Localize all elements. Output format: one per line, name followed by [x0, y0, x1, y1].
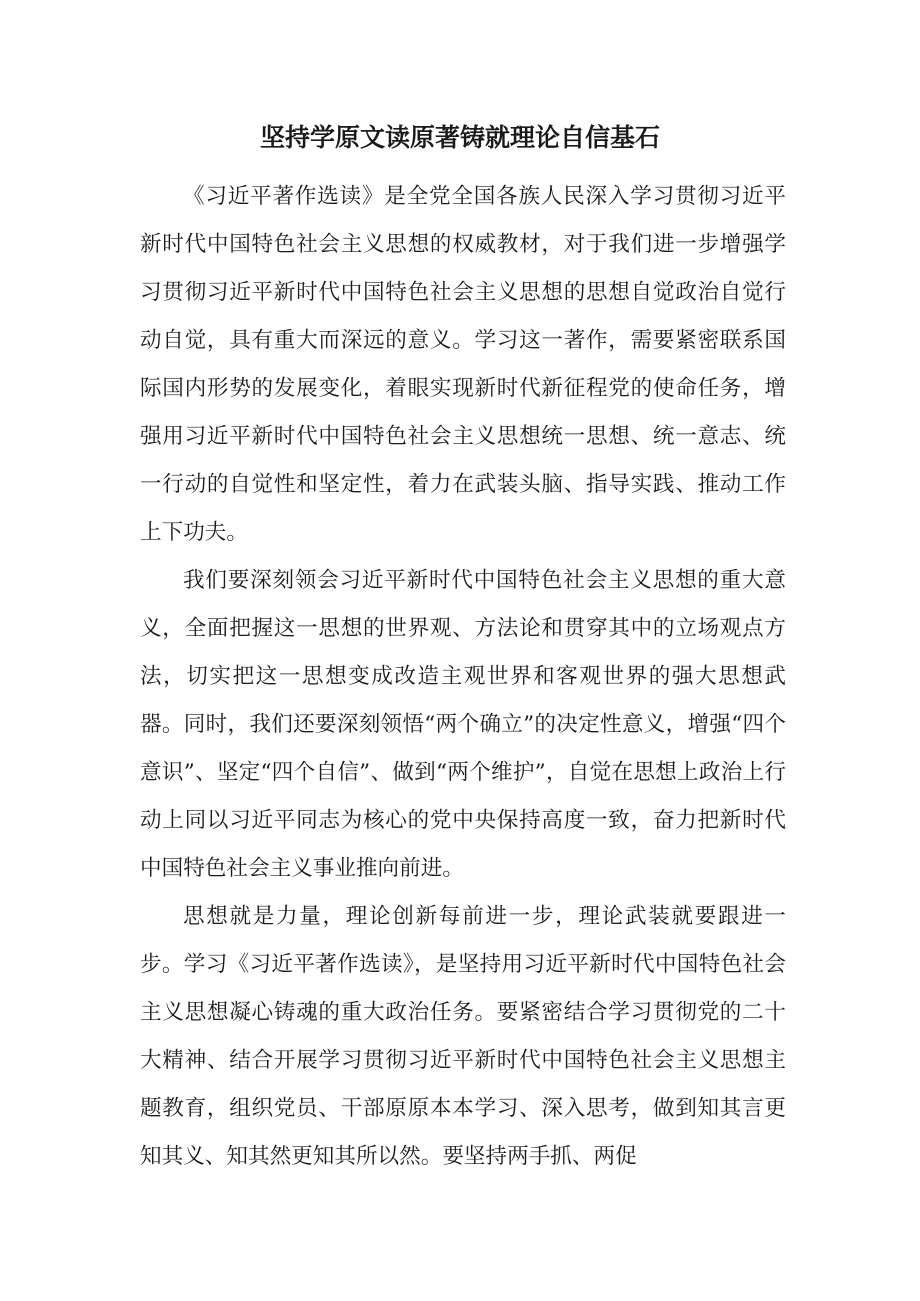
paragraph-3: 思想就是力量，理论创新每前进一步，理论武装就要跟进一步。学习《习近平著作选读》，是坚持用习近平新时代中国特色社会主义思想凝心铸魂的重大政治任务。要紧密结合学习贯彻党的二十大精神、结合开展学习贯彻习近平新时代中国特色社会主义思想主题教育，组织党员、干部原原本本学习、深入思考，做到知其言更知其义、知其然更知其所以然。要坚持两手抓、两促 — [140, 904, 786, 1169]
paragraph-2: 我们要深刻领会习近平新时代中国特色社会主义思想的重大意义，全面把握这一思想的世界观、方法论和贯穿其中的立场观点方法，切实把这一思想变成改造主观世界和客观世界的强大思想武器。同时，我们还要深刻领悟“两个确立”的决定性意义，增强“四个意识”、坚定“四个自信”、做到“两个维护”，自觉在思想上政治上行动上同以习近平同志为核心的党中央保持高度一致，奋力把新时代中国特色社会主义事业推向前进。 — [140, 568, 786, 881]
document-title: 坚持学原文读原著铸就理论自信基石 — [259, 123, 660, 152]
document-body — [140, 173, 786, 1181]
paragraph-1: 《习近平著作选读》是全党全国各族人民深入学习贯彻习近平新时代中国特色社会主义思想的权威教材，对于我们进一步增强学习贯彻习近平新时代中国特色社会主义思想的思想自觉政治自觉行动自觉，具有重大而深远的意义。学习这一著作，需要紧密联系国际国内形势的发展变化，着眼实现新时代新征程党的使命任务，增强用习近平新时代中国特色社会主义思想统一思想、统一意志、统一行动的自觉性和坚定性，着力在武装头脑、指导实践、推动工作上下功夫。 — [140, 184, 786, 545]
